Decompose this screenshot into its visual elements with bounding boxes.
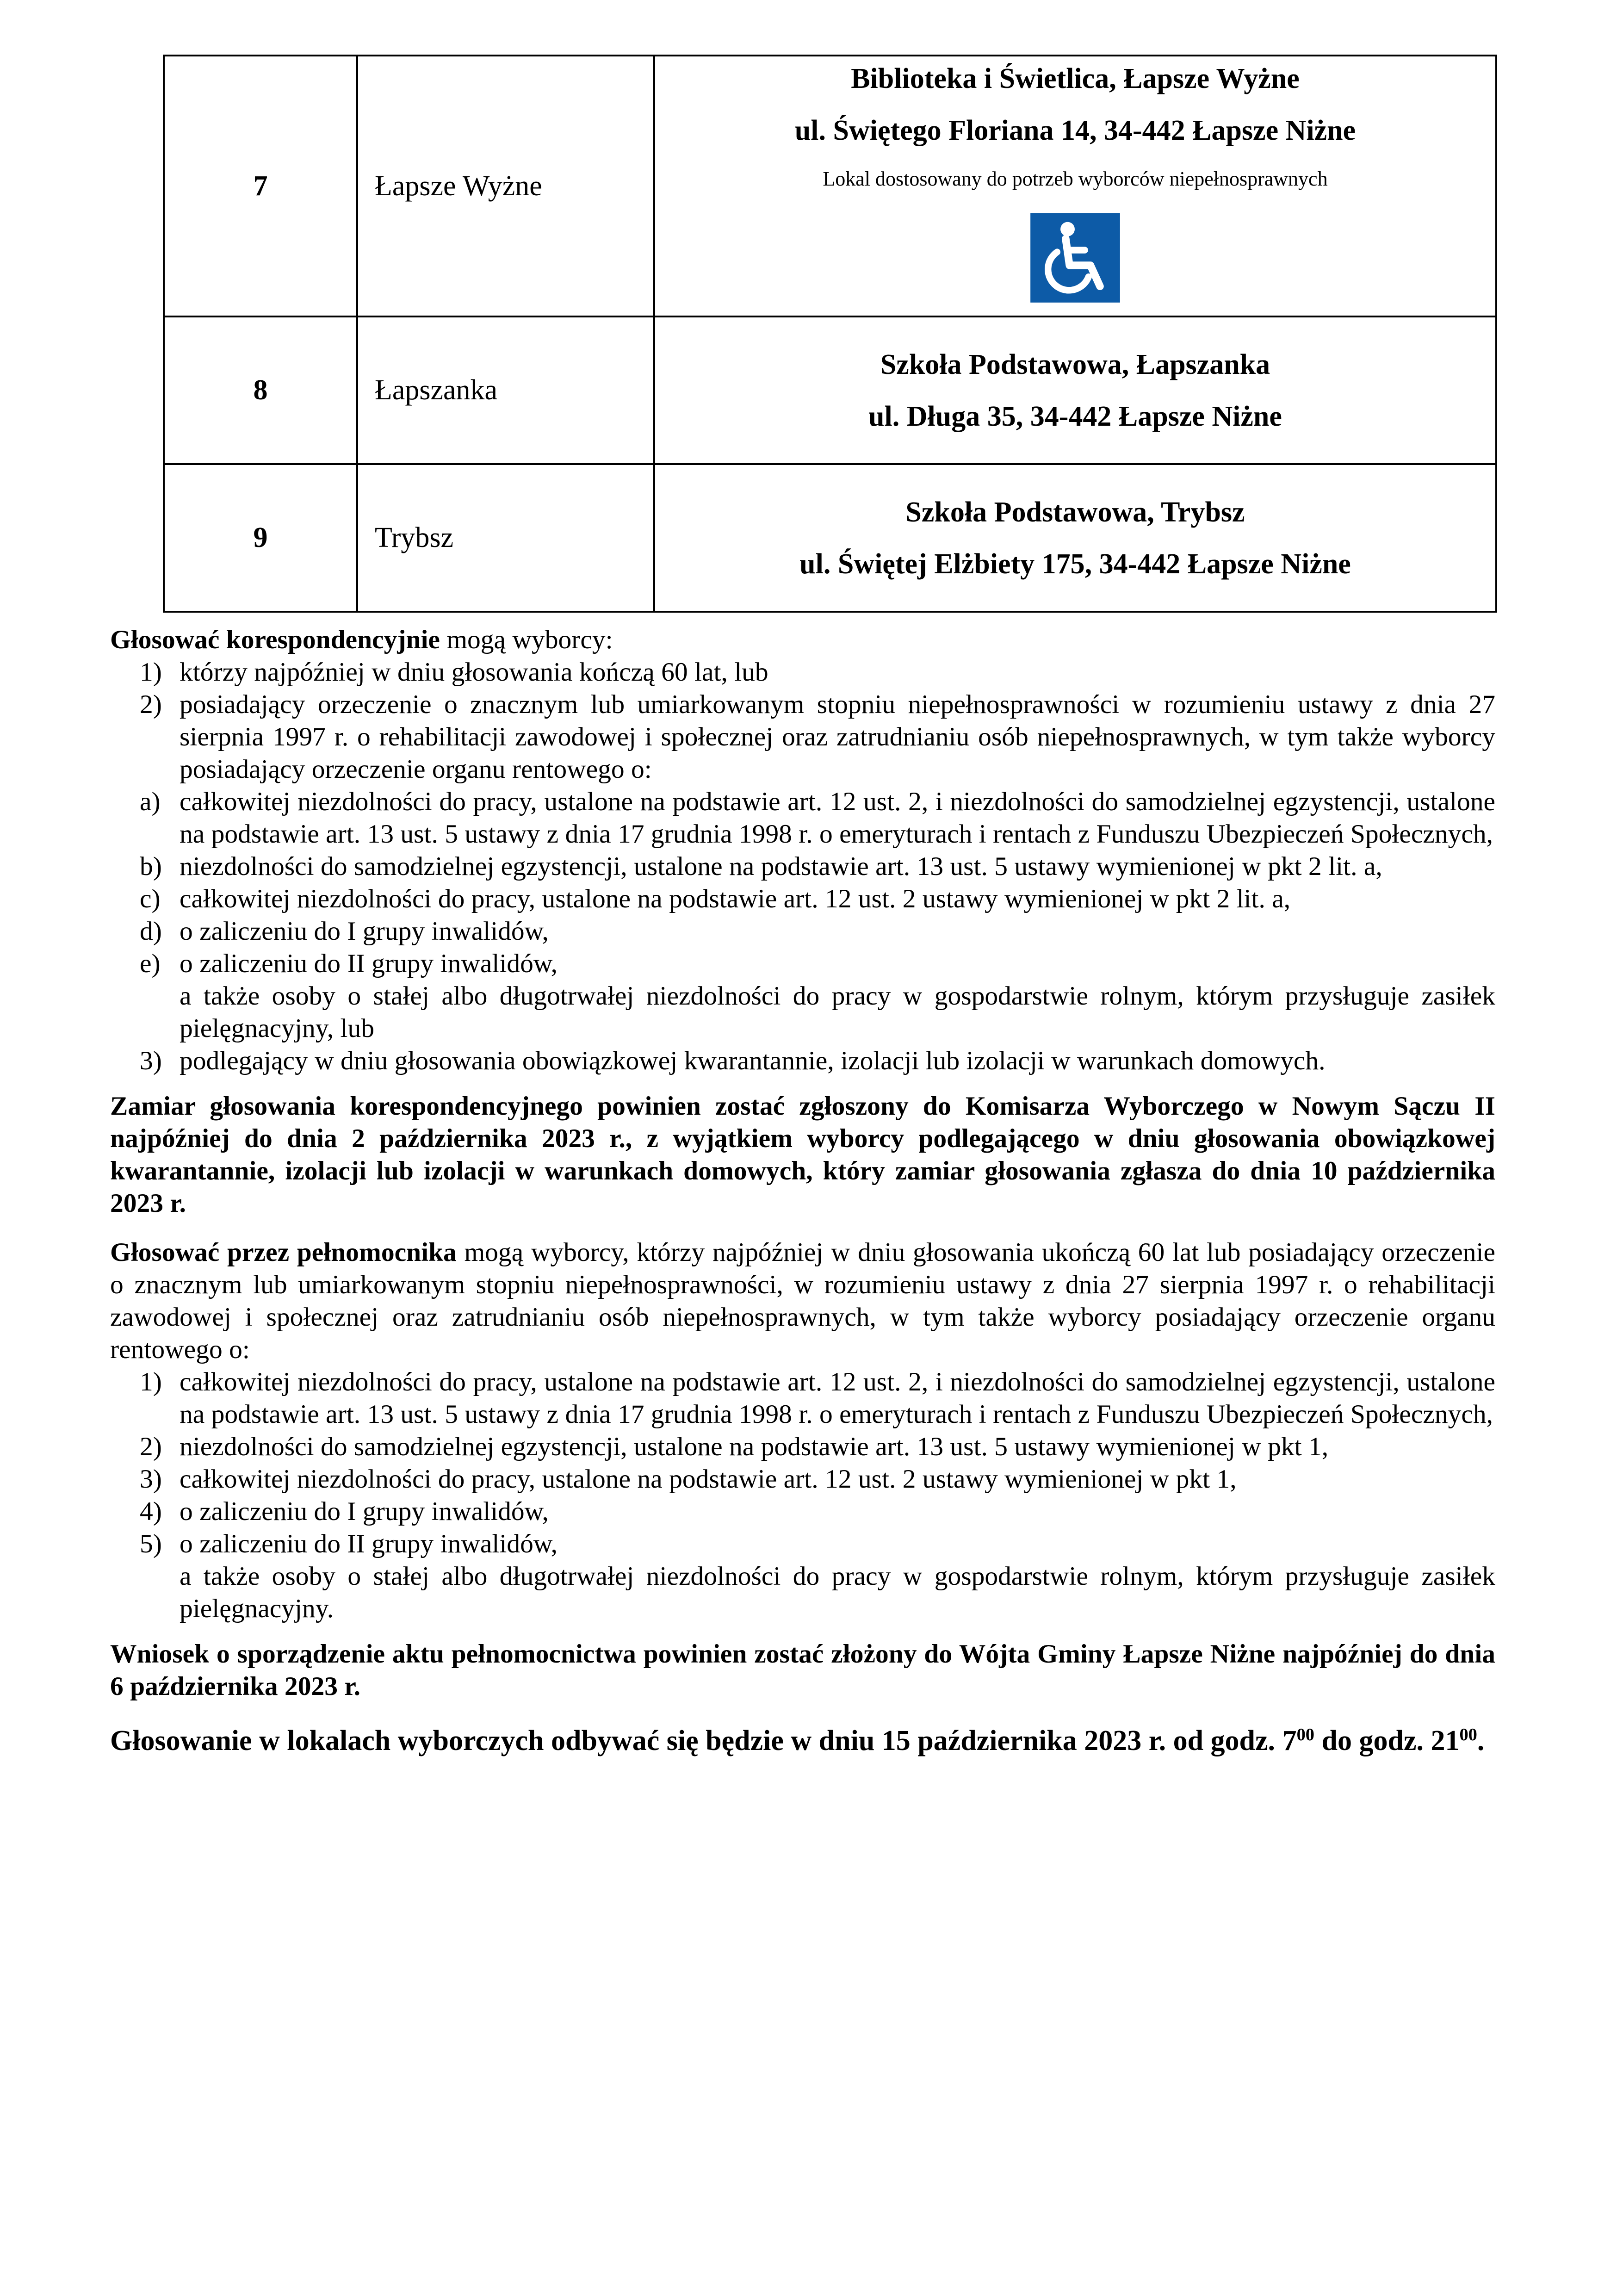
list-item-text: niezdolności do samodzielnej egzystencji, ustalone na podstawie art. 13 ust. 5 ustawy wymienionej w pkt 1,	[180, 1432, 1329, 1461]
polling-station-name: Szkoła Podstawowa, Łapszanka	[880, 348, 1270, 380]
polling-station-address: ul. Świętej Elżbiety 175, 34-442 Łapsze Niżne	[799, 548, 1351, 580]
polling-station-name: Biblioteka i Świetlica, Łapsze Wyżne	[851, 63, 1300, 94]
polling-station-cell	[654, 316, 1496, 464]
proxy-intro	[110, 1236, 1495, 1366]
list-marker: a)	[140, 787, 161, 816]
district-number: 9	[164, 464, 357, 612]
list-item	[110, 1431, 1495, 1463]
accessibility-note: Lokal dostosowany do potrzeb wyborców niepełnosprawnych	[823, 168, 1328, 190]
list-item-text: podlegający w dniu głosowania obowiązkowej kwarantannie, izolacji lub izolacji w warunkach domowych.	[180, 1046, 1326, 1075]
list-marker: b)	[140, 852, 162, 881]
list-subitem	[110, 948, 1495, 980]
voting-hours-sup: 00	[1459, 1725, 1477, 1744]
list-item	[110, 1528, 1495, 1560]
list-item-text: o zaliczeniu do I grupy inwalidów,	[180, 917, 549, 946]
polling-station-address: ul. Długa 35, 34-442 Łapsze Niżne	[868, 400, 1282, 432]
voting-hours-notice	[110, 1723, 1495, 1758]
district-area: Łapsze Wyżne	[357, 56, 654, 316]
list-subitem	[110, 915, 1495, 948]
list-item	[110, 1366, 1495, 1431]
list-marker: 1)	[140, 658, 162, 687]
district-area: Łapszanka	[357, 316, 654, 464]
notice-body	[110, 624, 1495, 1787]
voting-hours-text: .	[1477, 1725, 1485, 1756]
proxy-lead: Głosować przez pełnomocnika	[110, 1238, 457, 1267]
list-item	[110, 1463, 1495, 1496]
list-marker: 1)	[140, 1367, 162, 1396]
list-marker: d)	[140, 917, 162, 946]
list-item-text: którzy najpóźniej w dniu głosowania kończą 60 lat, lub	[180, 658, 768, 687]
district-number: 7	[164, 56, 357, 316]
list-item-text: całkowitej niezdolności do pracy, ustalone na podstawie art. 12 ust. 2 ustawy wymienionej w pkt 2 lit. a,	[180, 884, 1291, 913]
list-marker: 2)	[140, 1432, 162, 1461]
voting-hours-sup: 00	[1296, 1725, 1314, 1744]
list-item-text: niezdolności do samodzielnej egzystencji, ustalone na podstawie art. 13 ust. 5 ustawy wymienionej w pkt 2 lit. a,	[180, 852, 1382, 881]
district-area: Trybsz	[357, 464, 654, 612]
list-marker: 3)	[140, 1464, 162, 1494]
list-item-text: o zaliczeniu do I grupy inwalidów,	[180, 1497, 549, 1526]
proxy-lead-rest: mogą wyborcy, którzy najpóźniej w dniu głosowania ukończą 60 lat lub posiadający orzeczenie o znacznym lub umiarkowanym stopniu niepełnosprawności, w rozumieniu ustawy z dnia 27 sierpnia 1997 r. o rehabilitacji zawodowej i społecznej oraz zatrudnianiu osób niepełnosprawnych, w tym także wyborcy posiadający orzeczenie organu rentowego o:	[110, 1238, 1495, 1364]
list-item-text: o zaliczeniu do II grupy inwalidów,	[180, 1529, 558, 1558]
correspondence-deadline-notice: Zamiar głosowania korespondencyjnego powinien zostać zgłoszony do Komisarza Wyborczego w Nowym Sączu II najpóźniej do dnia 2 października 2023 r., z wyjątkiem wyborcy podlegającego w dniu głosowania obowiązkowej kwarantannie, izolacji lub izolacji w warunkach domowych, który zamiar głosowania zgłasza do dnia 10 października 2023 r.	[110, 1092, 1495, 1218]
voting-hours-text: do godz. 21	[1314, 1725, 1460, 1756]
list-marker: 5)	[140, 1529, 162, 1558]
list-subitem	[110, 850, 1495, 883]
polling-station-name: Szkoła Podstawowa, Trybsz	[905, 496, 1245, 528]
list-marker: 4)	[140, 1497, 162, 1526]
polling-districts-table	[163, 55, 1497, 613]
table-row	[164, 56, 1496, 316]
list-item-text: całkowitej niezdolności do pracy, ustalone na podstawie art. 12 ust. 2, i niezdolności do samodzielnej egzystencji, ustalone na podstawie art. 13 ust. 5 ustawy z dnia 17 grudnia 1998 r. o emeryturach i rentach z Funduszu Ubezpieczeń Społecznych,	[180, 787, 1495, 849]
polling-station-cell	[654, 464, 1496, 612]
list-item	[110, 689, 1495, 786]
proxy-deadline-notice: Wniosek o sporządzenie aktu pełnomocnictwa powinien zostać złożony do Wójta Gminy Łapsze Niżne najpóźniej do dnia 6 października 2023 r.	[110, 1639, 1495, 1701]
list-subitem	[110, 786, 1495, 850]
list-item-text: całkowitej niezdolności do pracy, ustalone na podstawie art. 12 ust. 2 ustawy wymienionej w pkt 1,	[180, 1464, 1237, 1494]
list-marker: 3)	[140, 1046, 162, 1075]
polling-station-address: ul. Świętego Floriana 14, 34-442 Łapsze Niżne	[794, 115, 1356, 146]
voting-hours-text: Głosowanie w lokalach wyborczych odbywać się będzie w dniu 15 października 2023 r. od godz. 7	[110, 1725, 1297, 1756]
list-item	[110, 656, 1495, 689]
correspondence-lead-rest: mogą wyborcy:	[440, 625, 613, 654]
correspondence-lead: Głosować korespondencyjnie	[110, 625, 440, 654]
list-subitem	[110, 883, 1495, 915]
table-row	[164, 316, 1496, 464]
polling-station-cell	[654, 56, 1496, 316]
district-number: 8	[164, 316, 357, 464]
list-item-text: całkowitej niezdolności do pracy, ustalone na podstawie art. 12 ust. 2, i niezdolności do samodzielnej egzystencji, ustalone na podstawie art. 13 ust. 5 ustawy z dnia 17 grudnia 1998 r. o emeryturach i rentach z Funduszu Ubezpieczeń Społecznych,	[180, 1367, 1495, 1429]
proxy-list	[110, 1366, 1495, 1625]
list-item-text: o zaliczeniu do II grupy inwalidów,	[180, 949, 558, 978]
list-marker: c)	[140, 884, 161, 913]
list-item	[110, 1496, 1495, 1528]
correspondence-intro	[110, 624, 1495, 656]
table-row	[164, 464, 1496, 612]
list-item-text: posiadający orzeczenie o znacznym lub umiarkowanym stopniu niepełnosprawności w rozumieniu ustawy z dnia 27 sierpnia 1997 r. o rehabilitacji zawodowej i społecznej oraz zatrudnianiu osób niepełnosprawnych, w tym także wyborcy posiadający orzeczenie organu rentowego o:	[180, 690, 1495, 784]
list-marker: 2)	[140, 690, 162, 719]
wheelchair-accessibility-icon	[1028, 210, 1123, 305]
correspondence-list	[110, 656, 1495, 1077]
list-continuation: a także osoby o stałej albo długotrwałej niezdolności do pracy w gospodarstwie rolnym, którym przysługuje zasiłek pielęgnacyjny, lub	[180, 981, 1495, 1043]
list-marker: e)	[140, 949, 161, 978]
list-continuation: a także osoby o stałej albo długotrwałej niezdolności do pracy w gospodarstwie rolnym, którym przysługuje zasiłek pielęgnacyjny.	[180, 1562, 1495, 1623]
list-item	[110, 1045, 1495, 1077]
